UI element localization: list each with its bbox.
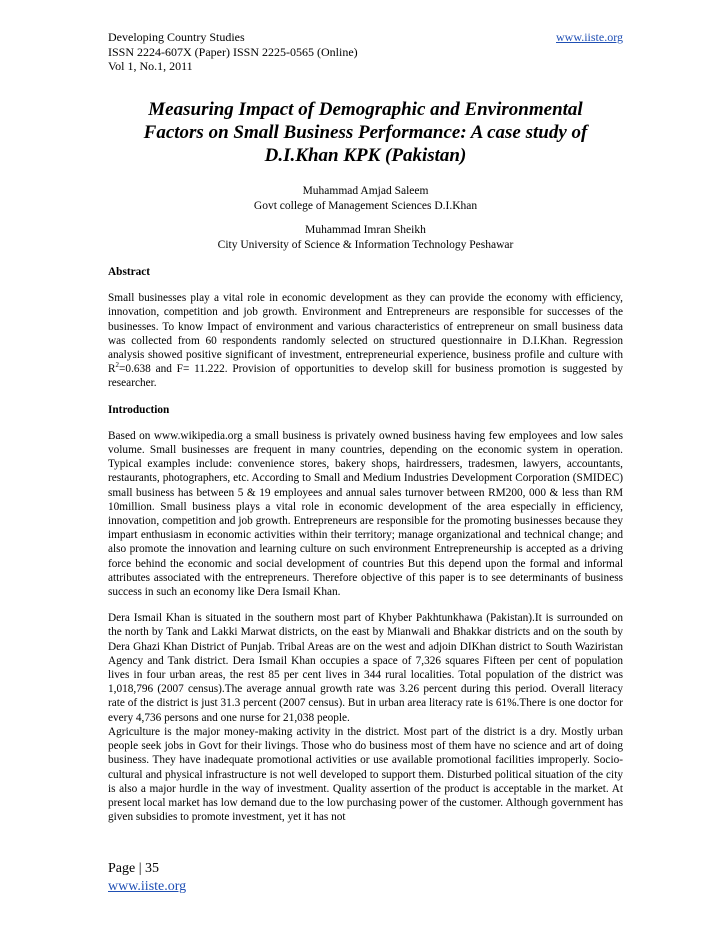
author-affiliation: City University of Science & Information Technology Peshawar [217, 239, 514, 251]
journal-name: Developing Country Studies [108, 30, 245, 44]
header-site-link[interactable]: www.iiste.org [556, 30, 623, 44]
paper-title [108, 98, 623, 167]
author-name: Muhammad Imran Sheikh [305, 224, 426, 236]
author-name: Muhammad Amjad Saleem [302, 185, 429, 197]
introduction-heading: Introduction [108, 403, 170, 416]
page-footer [108, 860, 186, 896]
introduction-paragraph-1: Based on www.wikipedia.org a small business is privately owned business having few employees and low sales volume. Small businesses are frequent in many countries, depending on the economic system in operation. Typical examples include: convenience stores, bakery shops, hairdressers, tradesmen, lawyers, accountants, restaurants, photographers, etc. According to Small and Medium Industries Development Corporation (SMIDEC) small business has between 5 & 19 employees and annual sales turnover between RM200, 000 & less than RM 10million. Small business plays a vital role in economic development of the area especially in efficiency, innovation, competition and job growth. Entrepreneurs are responsible for the promoting businesses because they impart enthusiasm in economic activities within their territory; manage organizational and technical change; and also promote the innovation and learning culture on such environment Entrepreneurship is accepted as a driving force behind the economic and social development of countries But this depend upon the formal and informal attributes associated with the entrepreneurs. Therefore objective of this paper is to see determinants of business success in such an economy like Dera Ismail Khan. [108, 429, 623, 599]
running-header [108, 30, 623, 74]
page-number: Page | 35 [108, 861, 160, 876]
title-line-1: Measuring Impact of Demographic and Environmental [148, 99, 583, 120]
issn-line: ISSN 2224-607X (Paper) ISSN 2225-0565 (Online) [108, 44, 358, 59]
introduction-paragraph-3: Agriculture is the major money-making activity in the district. Most part of the district is a dry. Mostly urban people seek jobs in Govt for their livings. Those who do business most of them have no science and art of doing business. They have inadequate promotional activities or use available promotional facilities improperly. Socio-cultural and physical infrastructure is not well developed to support them. Disturbed political situation of the city is also a major hurdle in the way of investment. Quality assertion of the product is acceptable in the market. At present local market has low demand due to the low purchasing power of the customer. Although government has given subsidies to promote investment, yet it has not [108, 725, 623, 824]
title-line-2: Factors on Small Business Performance: A case study of [143, 122, 588, 143]
introduction-paragraph-2: Dera Ismail Khan is situated in the southern most part of Khyber Pakhtunkhawa (Pakistan).It is surrounded on the north by Tank and Lakki Marwat districts, on the east by Mianwali and Bhakkar districts and on the south by Dera Ghazi Khan District of Punjab. Tribal Areas are on the west and adjoin DIKhan district to South Waziristan Agency and Tank district. Dera Ismail Khan occupies a space of 7,326 squares Fifteen per cent of population lives in four urban areas, the rest 85 per cent lives in 344 rural localities. Total population of the district was 1,018,796 (2007 census).The average annual growth rate was 3.26 percent during this period. Overall literacy rate of the district is just 31.3 percent (2007 census). But in urban area literacy rate is 61%.There is one doctor for every 4,736 persons and one nurse for 21,038 people. [108, 612, 623, 724]
abstract-heading: Abstract [108, 266, 151, 278]
abstract-text: Small businesses play a vital role in economic development as they can provide the economy with efficiency, innovation, competition and job growth. Environment and Entrepreneurs are responsible for successes of the businesses. To know Impact of environment and various characteristics of entrepreneur on small business data was collected from 60 respondents randomly selected on structured questionnaire in D.I.Khan. Regression analysis showed positive significant of investment, entrepreneurial experience, business profile and culture with $R^2=0.638$ and F= 11.222. Provision of opportunities to develop skill for business promotion is suggested by researcher. [108, 292, 623, 390]
title-line-3: D.I.Khan KPK (Pakistan) [264, 145, 467, 166]
superscript: 2 [115, 361, 120, 370]
author-block [108, 184, 623, 253]
paper-body [108, 265, 623, 836]
footer-site-link[interactable]: www.iiste.org [108, 879, 187, 894]
volume-line: Vol 1, No.1, 2011 [108, 59, 193, 73]
author-affiliation: Govt college of Management Sciences D.I.Khan [253, 200, 478, 212]
